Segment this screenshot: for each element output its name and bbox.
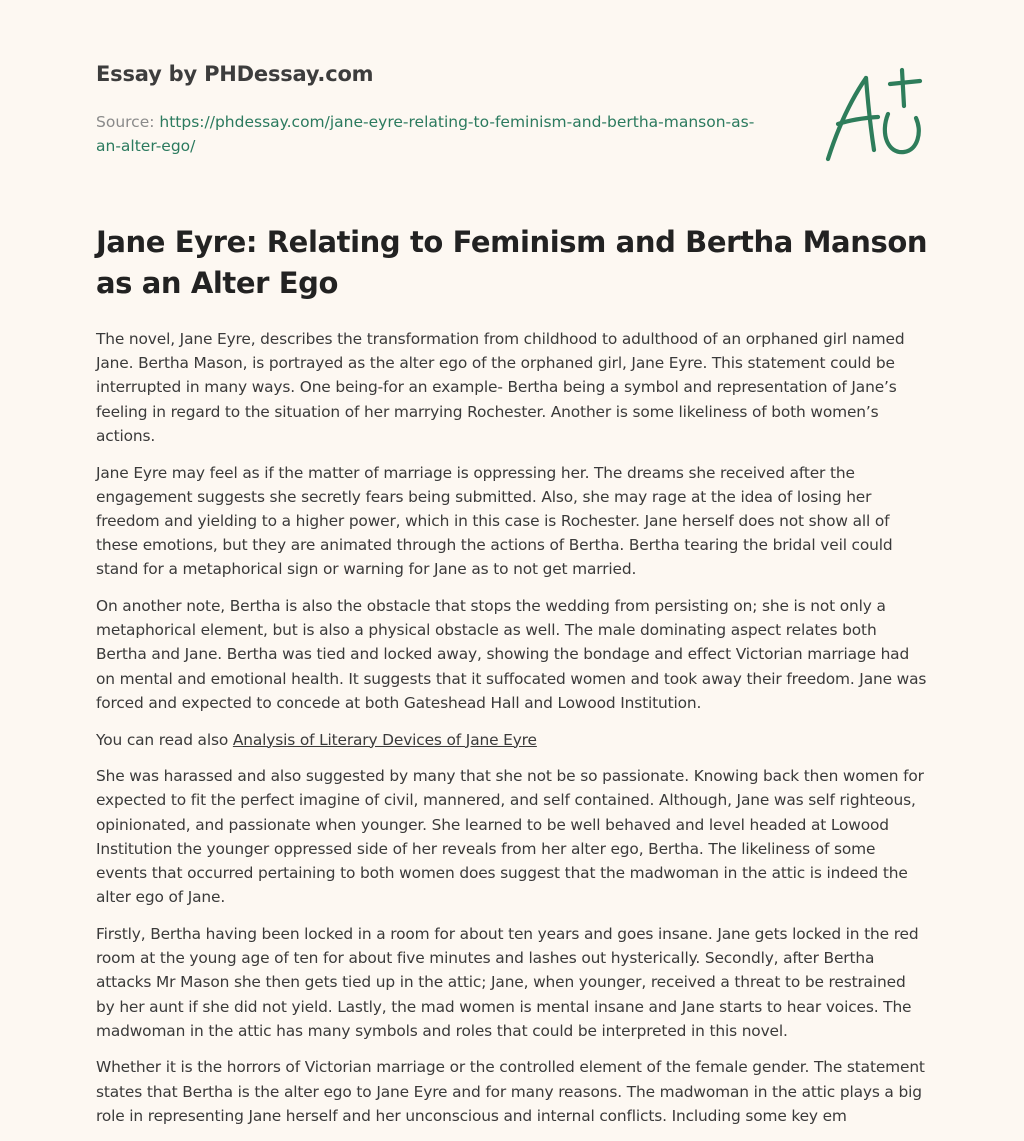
a-plus-logo-icon xyxy=(818,64,928,164)
source-line xyxy=(96,110,756,158)
paragraph: Firstly, Bertha having been locked in a room for about ten years and goes insane. Jane gets locked in the red room at the young age of ten for about five minutes and lashes out hysterically. Secondly, after Bertha attacks Mr Mason she then gets tied up in the attic; Jane, when younger, received a threat to be restrained by her aunt if she did not yield. Lastly, the mad women is mental insane and Jane starts to hear voices. The madwoman in the attic has many symbols and roles that could be interpreted in this novel. xyxy=(96,924,919,1040)
site-title: Essay by PHDessay.com xyxy=(96,62,374,86)
read-also-line xyxy=(96,728,928,752)
paragraph: The novel, Jane Eyre, describes the transformation from childhood to adulthood of an orphaned girl named Jane. Bertha Mason, is portrayed as the alter ego of the orphaned girl, Jane Eyre. This statement could be interrupted in many ways. One being-for an example- Bertha being a symbol and representation of Jane’s feeling in regard to the situation of her marrying Rochester. Another is some likeliness of both women’s actions. xyxy=(96,330,905,445)
paragraph: Jane Eyre may feel as if the matter of marriage is oppressing her. The dreams she received after the engagement suggests she secretly fears being submitted. Also, she may rage at the idea of losing her freedom and yielding to a higher power, which in this case is Rochester. Jane herself does not show all of these emotions, but they are animated through the actions of Bertha. Bertha tearing the bridal veil could stand for a metaphorical sign or warning for Jane as to not get married. xyxy=(96,463,893,579)
source-link[interactable]: https://phdessay.com/jane-eyre-relating-to-feminism-and-bertha-manson-as-an-alter-ego/ xyxy=(96,113,755,155)
source-label: Source: xyxy=(96,113,155,131)
paragraph: On another note, Bertha is also the obstacle that stops the wedding from persisting on; she is not only a metaphorical element, but is also a physical obstacle as well. The male dominating aspect relates both Bertha and Jane. Bertha was tied and locked away, showing the bondage and effect Victorian marriage had on mental and emotional health. It suggests that it suffocated women and took away their freedom. Jane was forced and expected to concede at both Gateshead Hall and Lowood Institution. xyxy=(96,597,927,712)
read-also-prefix: You can read also xyxy=(96,730,229,749)
article-title: Jane Eyre: Relating to Feminism and Bertha Manson as an Alter Ego xyxy=(96,225,928,300)
article xyxy=(96,222,928,1141)
page-header xyxy=(96,62,756,158)
paragraph: Whether it is the horrors of Victorian marriage or the controlled element of the female gender. The statement states that Bertha is the alter ego to Jane Eyre and for many reasons. The madwoman in the attic plays a big role in representing Jane herself and her unconscious and internal conflicts. Including some key em xyxy=(96,1058,925,1125)
read-also-link[interactable]: Analysis of Literary Devices of Jane Eyre xyxy=(232,730,537,749)
paragraph: She was harassed and also suggested by many that she not be so passionate. Knowing back then women for expected to fit the perfect imagine of civil, mannered, and self contained. Although, Jane was self righteous, opinionated, and passionate when younger. She learned to be well behaved and level headed at Lowood Institution the younger oppressed side of her reveals from her alter ego, Bertha. The likeliness of some events that occurred pertaining to both women does suggest that the madwoman in the attic is indeed the alter ego of Jane. xyxy=(96,767,924,907)
